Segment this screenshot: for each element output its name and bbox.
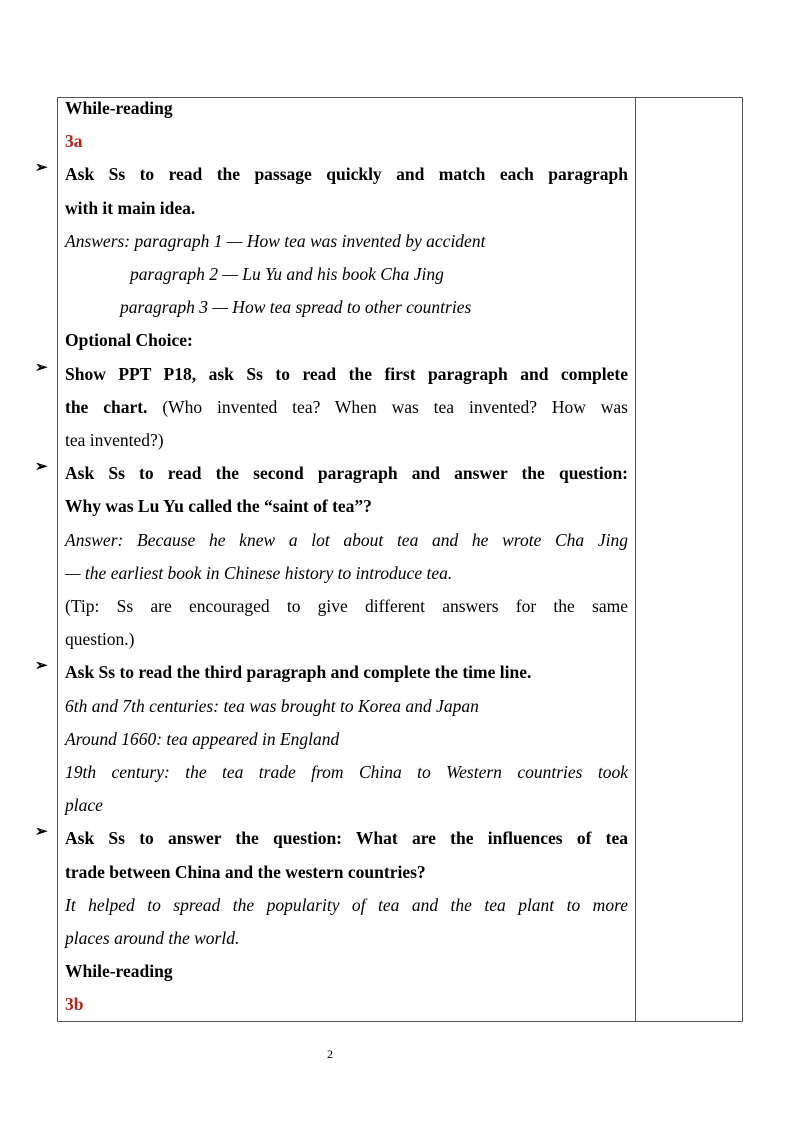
bullet-text: Why was Lu Yu called the “saint of tea”? (65, 496, 372, 517)
timeline-text: 6th and 7th centuries: tea was brought to Korea and Japan (65, 695, 479, 716)
optional-choice-heading: Optional Choice: (65, 330, 193, 351)
arrow-bullet-icon: ➢ (35, 160, 48, 177)
bullet-text: with it main idea. (65, 197, 196, 218)
bullet-text: Ask Ss to read the passage quickly and match each paragraph (65, 164, 628, 185)
section-label: 3b (65, 994, 84, 1015)
arrow-bullet-icon: ➢ (35, 359, 48, 376)
arrow-bullet-icon: ➢ (35, 658, 48, 675)
bullet-item (35, 822, 628, 855)
bullet-text: Show PPT P18, ask Ss to read the first paragraph and complete (65, 363, 628, 384)
arrow-bullet-icon: ➢ (35, 459, 48, 476)
bullet-text: Ask Ss to read the third paragraph and complete the time line. (65, 662, 532, 683)
timeline-text: Around 1660: tea appeared in England (65, 728, 340, 749)
bullet-text (65, 391, 628, 424)
lesson-content (35, 92, 628, 1022)
table-column-divider (635, 97, 636, 1022)
timeline-text: 19th century: the tea trade from China to Western countries took (65, 762, 628, 783)
bullet-item (35, 656, 628, 689)
answer-text: It helped to spread the popularity of tea and the tea plant to more (65, 894, 628, 915)
bullet-text: Ask Ss to answer the question: What are the influences of tea (65, 828, 628, 849)
tip-text: question.) (65, 629, 135, 650)
tip-text: (Tip: Ss are encouraged to give different answers for the same (65, 596, 628, 617)
bullet-text-bold: the chart. (65, 396, 148, 417)
bullet-text: trade between China and the western countries? (65, 861, 426, 882)
bullet-item (35, 358, 628, 391)
bullet-item (35, 158, 628, 191)
section-label: 3a (65, 131, 83, 152)
answer-text: places around the world. (65, 928, 240, 949)
section-heading: While-reading (65, 961, 173, 982)
bullet-text: Ask Ss to read the second paragraph and answer the question: (65, 463, 628, 484)
timeline-text: place (65, 795, 103, 816)
answer-text: paragraph 3 — How tea spread to other countries (120, 297, 472, 318)
bullet-item (35, 457, 628, 490)
bullet-text-plain: (Who invented tea? When was tea invented? How was (147, 396, 628, 417)
answer-text: — the earliest book in Chinese history to introduce tea. (65, 562, 453, 583)
arrow-bullet-icon: ➢ (35, 824, 48, 841)
section-heading: While-reading (65, 98, 173, 118)
answer-text: Answers: paragraph 1 — How tea was invented by accident (65, 230, 486, 251)
answer-text: paragraph 2 — Lu Yu and his book Cha Jing (130, 264, 444, 285)
answer-text: Answer: Because he knew a lot about tea and he wrote Cha Jing (65, 529, 628, 550)
bullet-text: tea invented?) (65, 430, 164, 451)
page-number: 2 (327, 1047, 333, 1061)
